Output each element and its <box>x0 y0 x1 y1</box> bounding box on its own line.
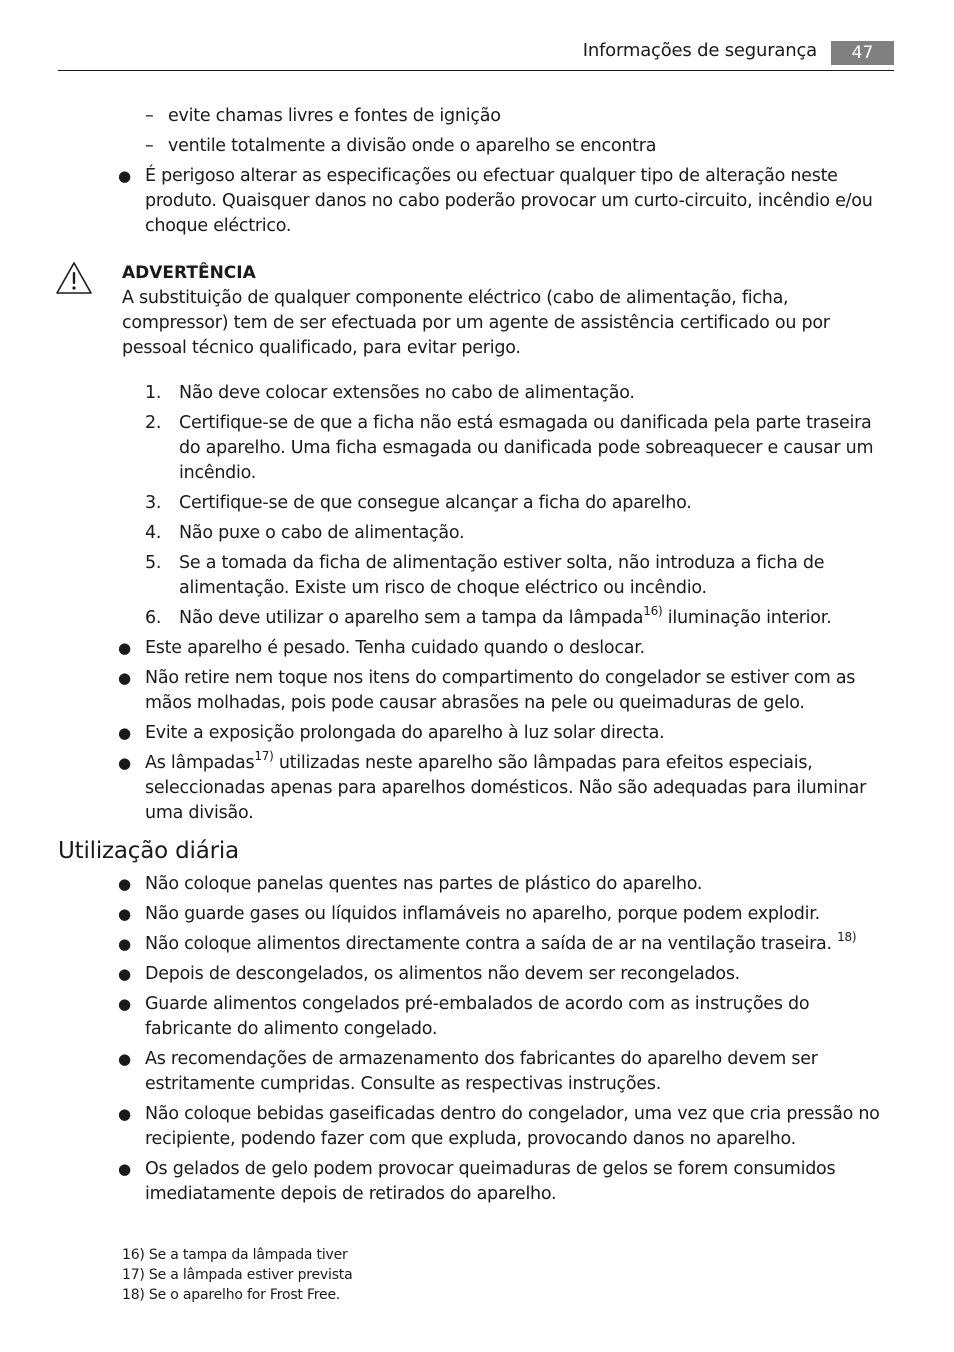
bullet-marker: ● <box>118 995 131 1013</box>
bullet-item <box>0 962 897 987</box>
bullet-item <box>0 164 897 239</box>
bullet-text: Evite a exposição prolongada do aparelho à luz solar directa. <box>145 723 665 743</box>
bullet-text: É perigoso alterar as especificações ou efectuar qualquer tipo de alteração neste produto. Quaisquer danos no cabo poderão provocar um curto-circuito, incêndio e/ou choque eléctrico. <box>145 166 873 236</box>
bullet-item <box>0 992 897 1042</box>
item-number: 1. <box>145 383 162 403</box>
dash-item-text: evite chamas livres e fontes de ignição <box>168 106 501 126</box>
bullet-text: Depois de descongelados, os alimentos não devem ser recongelados. <box>145 964 740 984</box>
dash-item <box>0 104 894 129</box>
numbered-item <box>0 381 894 406</box>
section-heading: Utilização diária <box>58 838 239 864</box>
bullet-text: Não coloque bebidas gaseificadas dentro do congelador, uma vez que cria pressão no recipiente, podendo fazer com que expluda, provocando danos no aparelho. <box>145 1104 880 1149</box>
item-text: Não deve utilizar o aparelho sem a tampa da lâmpada <box>179 608 644 628</box>
header-divider <box>58 70 894 71</box>
bullet-item <box>0 751 897 826</box>
dash-marker: – <box>145 106 154 126</box>
bullet-text: Os gelados de gelo podem provocar queimaduras de gelos se forem consumidos imediatamente depois de retirados do aparelho. <box>145 1159 836 1204</box>
bullet-marker: ● <box>118 905 131 923</box>
bullet-marker: ● <box>118 754 131 772</box>
numbered-item <box>0 606 894 631</box>
footnotes <box>122 1245 352 1305</box>
item-text: Não deve colocar extensões no cabo de alimentação. <box>179 383 635 403</box>
bullet-item <box>0 872 897 897</box>
bullet-item <box>0 636 897 661</box>
bullet-item <box>0 1157 897 1207</box>
bullet-item <box>0 1102 897 1152</box>
item-number: 3. <box>145 493 162 513</box>
bullet-marker: ● <box>118 669 131 687</box>
dash-item <box>0 134 894 159</box>
numbered-item <box>0 551 894 601</box>
dash-item-text: ventile totalmente a divisão onde o aparelho se encontra <box>168 136 657 156</box>
bullet-item <box>0 902 897 927</box>
bullet-text: Não coloque panelas quentes nas partes de plástico do aparelho. <box>145 874 703 894</box>
numbered-list <box>0 381 954 631</box>
footnote-ref: 16) <box>643 604 663 619</box>
warning-text: A substituição de qualquer componente eléctrico (cabo de alimentação, ficha, compressor) tem de ser efectuada por um agente de assistência certificado ou por pessoal técnico qualificado, para evitar perigo. <box>122 288 830 358</box>
bullet-marker: ● <box>118 167 131 185</box>
footnote: 17) Se a lâmpada estiver prevista <box>122 1267 353 1283</box>
item-text: Não puxe o cabo de alimentação. <box>179 523 465 543</box>
bullet-text: Não retire nem toque nos itens do compartimento do congelador se estiver com as mãos molhadas, pois pode causar abrasões na pele ou queimaduras de gelo. <box>145 668 856 713</box>
bullet-item <box>0 932 897 957</box>
item-text: Certifique-se de que consegue alcançar a ficha do aparelho. <box>179 493 692 513</box>
header-title: Informações de segurança <box>582 40 817 61</box>
numbered-item <box>0 491 894 516</box>
numbered-item <box>0 411 894 486</box>
bullet-text: Não guarde gases ou líquidos inflamáveis no aparelho, porque podem explodir. <box>145 904 820 924</box>
bullet-marker: ● <box>118 1160 131 1178</box>
warning-title: ADVERTÊNCIA <box>122 263 256 283</box>
item-number: 5. <box>145 553 162 573</box>
bullet-marker: ● <box>118 965 131 983</box>
item-text: Certifique-se de que a ficha não está esmagada ou danificada pela parte traseira do aparelho. Uma ficha esmagada ou danificada pode sobreaquecer e causar um incêndio. <box>179 413 874 483</box>
bullet-text: utilizadas neste aparelho são lâmpadas para efeitos especiais, seleccionadas apenas para aparelhos domésticos. Não são adequadas para iluminar uma divisão. <box>145 753 867 823</box>
bullet-text: As recomendações de armazenamento dos fabricantes do aparelho devem ser estritamente cumpridas. Consulte as respectivas instruções. <box>145 1049 818 1094</box>
warning-box <box>0 261 894 361</box>
item-text: iluminação interior. <box>662 608 832 628</box>
footnote-ref: 18) <box>837 930 857 945</box>
bullet-marker: ● <box>118 1105 131 1123</box>
dash-marker: – <box>145 136 154 156</box>
bullet-item <box>0 1047 897 1097</box>
page-content <box>0 104 954 1212</box>
bullet-text: Este aparelho é pesado. Tenha cuidado quando o deslocar. <box>145 638 645 658</box>
warning-triangle-icon <box>55 261 93 295</box>
bullet-text: Não coloque alimentos directamente contra a saída de ar na ventilação traseira. <box>145 934 838 954</box>
item-number: 6. <box>145 608 162 628</box>
bullet-text: As lâmpadas <box>145 753 255 773</box>
item-number: 4. <box>145 523 162 543</box>
bullet-item <box>0 721 897 746</box>
bullet-marker: ● <box>118 875 131 893</box>
bullet-marker: ● <box>118 935 131 953</box>
footnote: 16) Se a tampa da lâmpada tiver <box>122 1247 348 1263</box>
bullet-marker: ● <box>118 724 131 742</box>
page-number: 47 <box>831 41 894 65</box>
footnote-ref: 17) <box>254 749 274 764</box>
footnote: 18) Se o aparelho for Frost Free. <box>122 1287 341 1303</box>
bullet-marker: ● <box>118 639 131 657</box>
bullet-text: Guarde alimentos congelados pré-embalados de acordo com as instruções do fabricante do alimento congelado. <box>145 994 810 1039</box>
bullet-marker: ● <box>118 1050 131 1068</box>
item-text: Se a tomada da ficha de alimentação estiver solta, não introduza a ficha de alimentação. Existe um risco de choque eléctrico ou incêndio. <box>179 553 825 598</box>
numbered-item <box>0 521 894 546</box>
item-number: 2. <box>145 413 162 433</box>
bullet-item <box>0 666 897 716</box>
